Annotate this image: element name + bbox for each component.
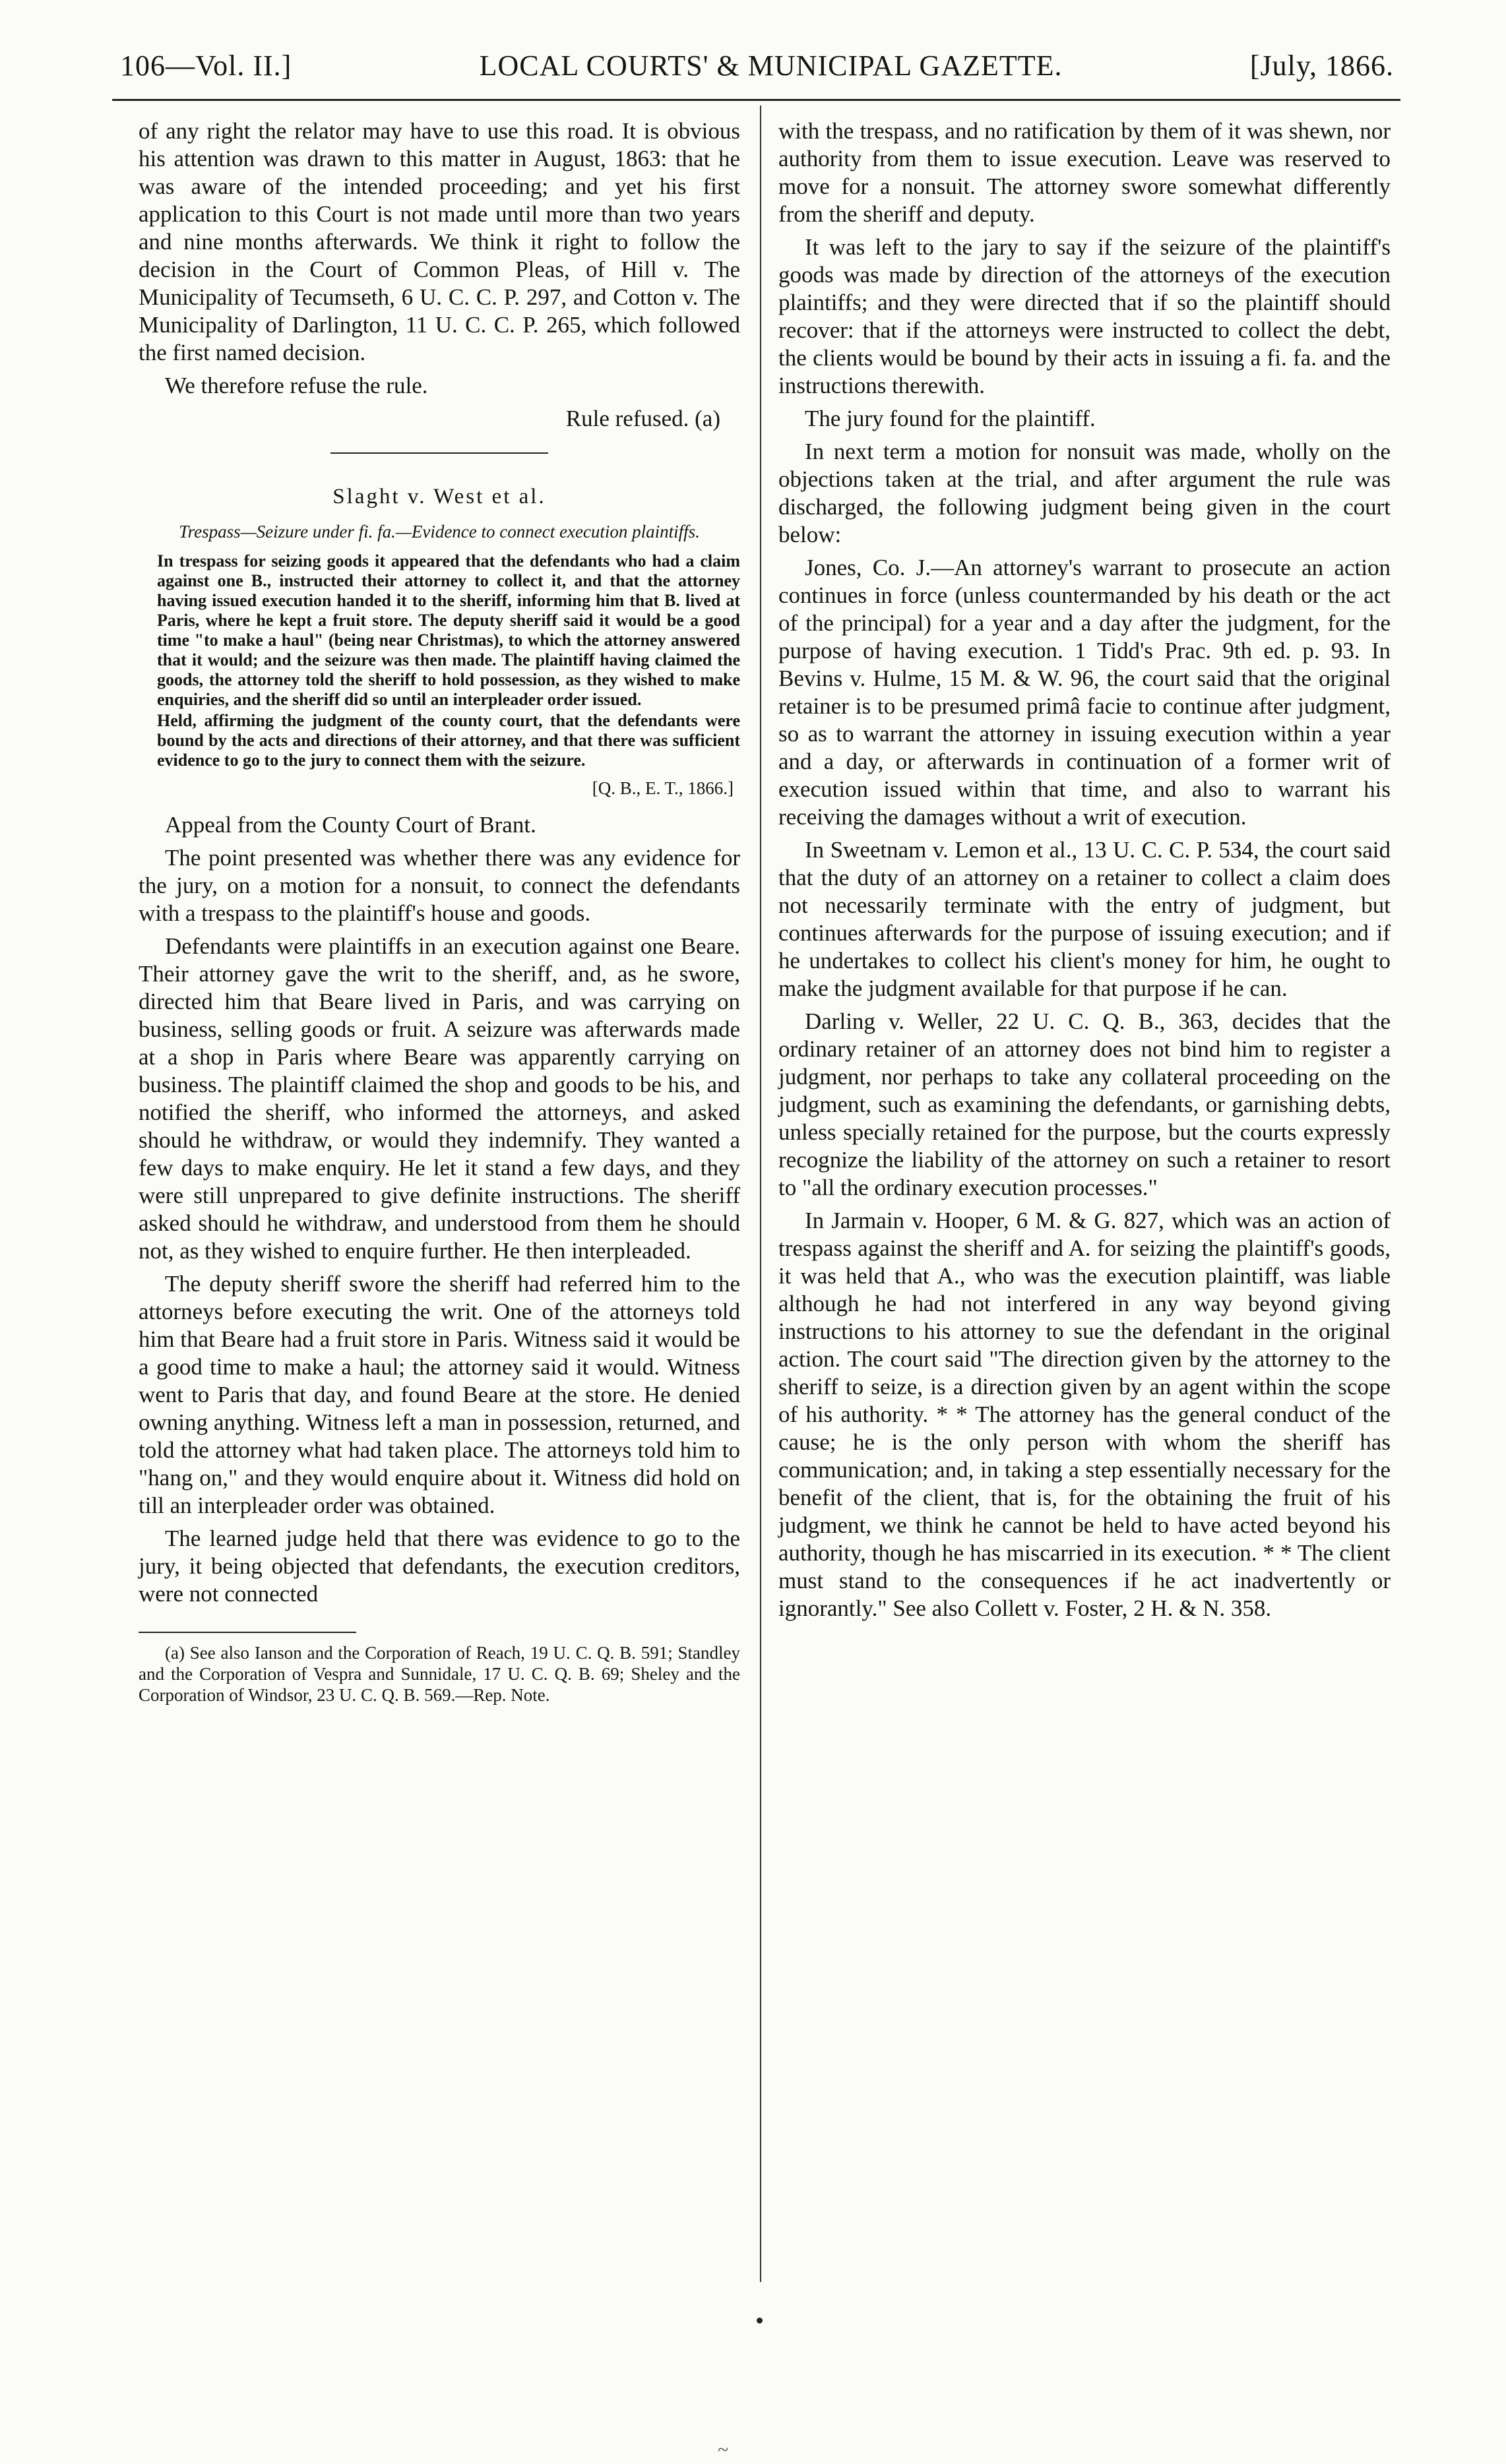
issue-date: [July, 1866. <box>1249 49 1394 82</box>
court-citation: [Q. B., E. T., 1866.] <box>592 778 734 798</box>
paragraph: The point presented was whether there was any evidence for the jury, on a motion for a nonsuit, to connect the defendants with a trespass to the plaintiff's house and goods. <box>139 845 740 926</box>
stray-dot <box>757 2318 763 2324</box>
paragraph: It was left to the jary to say if the seizure of the plaintiff's goods was made by direction of the attorneys of the execution plaintiffs; and they were directed that if so the plaintiff should recover: that if the attorneys were instructed to collect the debt, the clients would be bound by their acts in issuing a fi. fa. and the instructions therewith. <box>778 234 1391 398</box>
paragraph: Jones, Co. J.—An attorney's warrant to prosecute an action continues in force (unless countermanded by his death or the act of the principal) for a year and a day after the judgment, for the purpose of having execution. 1 Tidd's Prac. 9th ed. p. 93. In Bevins v. Hulme, 15 M. & W. 96, the court said that the original retainer is to be presumed primâ facie to continue after judgment, so as to warrant the attorney in issuing execution within a year and a day, or afterwards in continuation of a former writ of execution issued within that time, and also to warrant his receiving the damages without a writ of execution. <box>778 555 1391 830</box>
paragraph: In next term a motion for nonsuit was made, wholly on the objections taken at the trial, and after argument the rule was discharged, the following judgment being given in the court below: <box>778 439 1391 547</box>
right-column <box>778 117 1391 1628</box>
paragraph: In Sweetnam v. Lemon et al., 13 U. C. C. P. 534, the court said that the duty of an attorney on a retainer to collect a claim does not necessarily terminate with the entry of judgment, but continues afterwards for the purpose of issuing execution; and if he undertakes to collect his client's money for him, he ought to make the judgment available for that purpose if he can. <box>778 837 1391 1001</box>
publication-title: LOCAL COURTS' & MUNICIPAL GAZETTE. <box>479 49 1063 82</box>
paragraph: We therefore refuse the rule. <box>165 373 428 398</box>
paragraph: Darling v. Weller, 22 U. C. Q. B., 363, decides that the ordinary retainer of an attorney does not bind him to register a judgment, nor perhaps to take any collateral proceeding on the judgment, such as examining the defendants, or garnishing debts, unless specially retained for the purpose, but the courts expressly recognize the liability of the attorney on such a retainer to resort to "all the ordinary execution processes." <box>778 1008 1391 1200</box>
headnote-paragraph: Held, affirming the judgment of the county court, that the defendants were bound by the acts and directions of their attorney, and that there was sufficient evidence to go to the jury to connect them with the seizure. <box>157 711 740 770</box>
footnote-rule <box>139 1632 356 1633</box>
footnote: (a) See also Ianson and the Corporation of Reach, 19 U. C. Q. B. 591; Standley and the Corporation of Vespra and Sunnidale, 17 U. C. Q. B. 69; Sheley and the Corporation of Windsor, 23 U. C. Q. B. 569.—Rep. Note. <box>139 1643 740 1705</box>
paragraph: of any right the relator may have to use this road. It is obvious his attention was drawn to this matter in August, 1863: that he was aware of the intended proceeding; and yet his first application to this Court is not made until more than two years and nine months afterwards. We think it right to follow the decision in the Court of Common Pleas, of Hill v. The Municipality of Tecumseth, 6 U. C. C. P. 297, and Cotton v. The Municipality of Darlington, 11 U. C. C. P. 265, which followed the first named decision. <box>139 118 740 365</box>
running-head <box>120 49 1394 88</box>
section-rule <box>330 452 548 454</box>
paragraph: Defendants were plaintiffs in an execution against one Beare. Their attorney gave the writ to the sheriff, and, as he swore, directed him that Beare lived in Paris, and was carrying on business, selling goods or fruit. A seizure was afterwards made at a shop in Paris where Beare was apparently carrying on business. The plaintiff claimed the shop and goods to be his, and notified the sheriff, who informed the attorneys, and asked should he withdraw, or would they indemnify. They wanted a few days to make enquiry. He let it stand a few days, and they were still unprepared to give definite instructions. The sheriff asked should he withdraw, and understood from them he should not, as they wished to enquire further. He then interpleaded. <box>139 933 740 1264</box>
paragraph: Appeal from the County Court of Brant. <box>165 812 536 838</box>
page-volume: 106—Vol. II.] <box>120 49 292 82</box>
case-title: Slaght v. West et al. <box>332 485 546 508</box>
paragraph: The jury found for the plaintiff. <box>805 406 1096 431</box>
rule-refused: Rule refused. (a) <box>565 406 720 431</box>
headnote <box>139 551 740 770</box>
paragraph: with the trespass, and no ratification by them of it was shewn, nor authority from them to issue execution. Leave was reserved to move for a nonsuit. The attorney swore somewhat differently from the sheriff and deputy. <box>778 118 1391 227</box>
left-column <box>139 117 740 1711</box>
paragraph: The deputy sheriff swore the sheriff had referred him to the attorneys before executing the writ. One of the attorneys told him that Beare had a fruit store in Paris. Witness said it would be a good time to make a haul; the attorney said it would. Witness went to Paris that day, and found Beare at the store. He denied owning anything. Witness left a man in possession, returned, and told the attorney what had taken place. The attorneys told him to "hang on," and they would enquire about it. Witness did hold on till an interpleader order was obtained. <box>139 1271 740 1518</box>
paragraph: In Jarmain v. Hooper, 6 M. & G. 827, which was an action of trespass against the sheriff and A. for seizing the plaintiff's goods, it was held that A., who was the execution plaintiff, was liable although he had not interfered in any way beyond giving instructions to his attorney to sue the defendant in the original action. The court said "The direction given by the attorney to the sheriff to seize, is a direction given by an agent within the scope of his authority. * * The attorney has the general conduct of the cause; he is the only person with whom the sheriff has communication; and, in taking a step essentially necessary for the benefit of the client, that is, for the obtaining the fruit of his judgment, we think he cannot be held to have acted beyond his authority, though he has miscarried in its execution. * * The client must stand to the consequences if he act inadvertently or ignorantly." See also Collett v. Foster, 2 H. & N. 358. <box>778 1208 1391 1621</box>
header-rule <box>112 99 1400 101</box>
paragraph: The learned judge held that there was evidence to go to the jury, it being objected that defendants, the execution creditors, were not connected <box>139 1525 740 1607</box>
column-divider <box>760 106 761 2282</box>
bottom-mark: ~ <box>718 2439 729 2461</box>
case-subject: Trespass—Seizure under fi. fa.—Evidence to connect execution plaintiffs. <box>179 522 700 541</box>
headnote-paragraph: In trespass for seizing goods it appeared that the defendants who had a claim against one B., instructed their attorney to collect it, and that the attorney having issued execution handed it to the sheriff, informing him that B. lived at Paris, where he kept a fruit store. The deputy sheriff said it would be a good time "to make a haul" (being near Christmas), to which the attorney answered that it would; and the seizure was then made. The plaintiff having claimed the goods, the attorney told the sheriff to hold possession, as they wished to make enquiries, and the sheriff did so until an interpleader order issued. <box>157 551 740 709</box>
